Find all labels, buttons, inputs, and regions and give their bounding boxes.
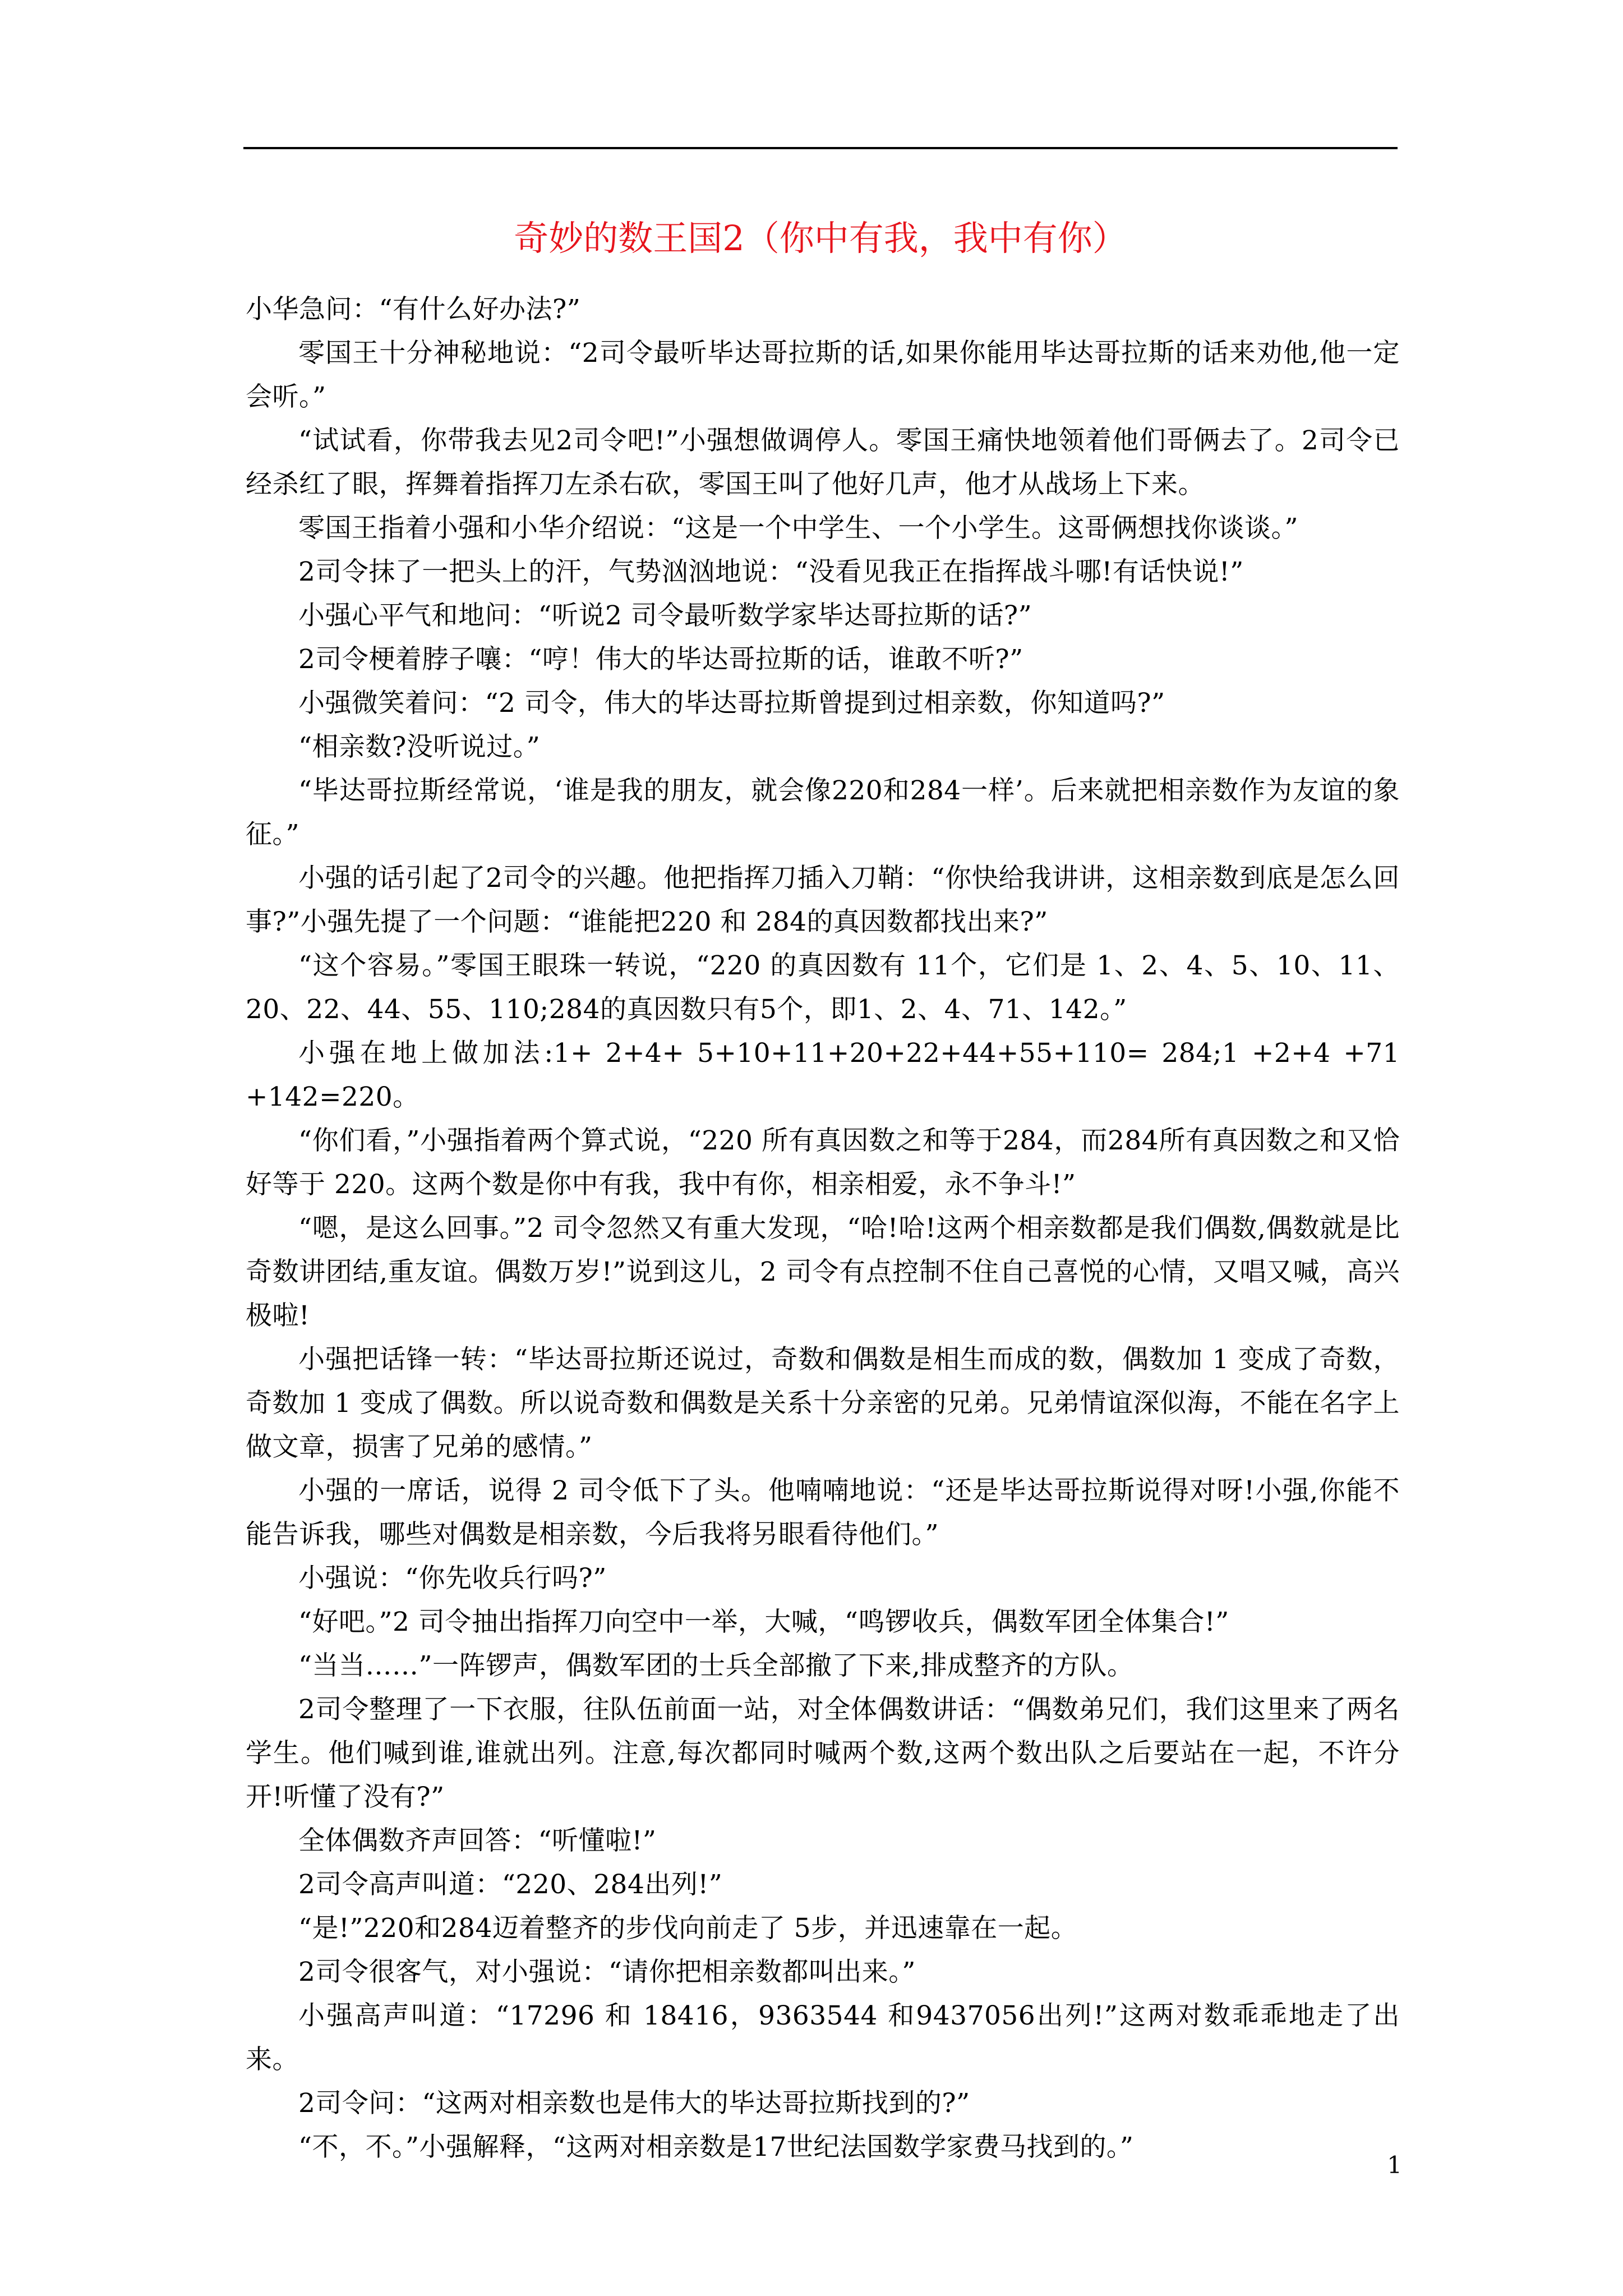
page-title: 奇妙的数王国2（你中有我，我中有你） <box>514 218 1127 259</box>
paragraph: “毕达哥拉斯经常说，‘谁是我的朋友，就会像220和284一样’。后来就把相亲数作为友谊的象征。” <box>246 775 1400 850</box>
paragraph: “相亲数?没听说过。” <box>298 731 541 762</box>
paragraph: “是!”220和284迈着整齐的步伐向前走了 5步，并迅速靠在一起。 <box>298 1913 1078 1944</box>
paragraph: 小强高声叫道：“17296 和 18416，9363544 和9437056出列!”这两对数乖乖地走了出来。 <box>246 2000 1400 2075</box>
paragraph: 2司令整理了一下衣服，往队伍前面一站，对全体偶数讲话：“偶数弟兄们，我们这里来了两名学生。他们喊到谁,谁就出列。注意,每次都同时喊两个数,这两个数出队之后要站在一起，不许分开!听懂了没有?” <box>246 1694 1400 1812</box>
paragraph: “不，不。”小强解释，“这两对相亲数是17世纪法国数学家费马找到的。” <box>298 2132 1134 2162</box>
paragraph: “好吧。”2 司令抽出指挥刀向空中一举，大喊，“鸣锣收兵，偶数军团全体集合!” <box>298 1607 1229 1637</box>
paragraph: “你们看，”小强指着两个算式说，“220 所有真因数之和等于284，而284所有真因数之和又恰好等于 220。这两个数是你中有我，我中有你，相亲相爱，永不争斗!” <box>246 1125 1400 1200</box>
paragraph: 2司令很客气，对小强说：“请你把相亲数都叫出来。” <box>298 1957 916 1987</box>
paragraph: “这个容易。”零国王眼珠一转说，“220 的真因数有 11个，它们是 1、2、4、5、10、11、20、22、44、55、110;284的真因数只有5个，即1、2、4、71、142。” <box>246 950 1400 1025</box>
paragraph: 小华急问：“有什么好办法?” <box>246 294 581 325</box>
document-body <box>246 288 1400 2169</box>
paragraph: 小强的话引起了2司令的兴趣。他把指挥刀插入刀鞘：“你快给我讲讲，这相亲数到底是怎么回事?”小强先提了一个问题：“谁能把220 和 284的真因数都找出来?” <box>246 863 1400 937</box>
paragraph: 全体偶数齐声回答：“听懂啦!” <box>298 1825 657 1856</box>
paragraph: 2司令抹了一把头上的汗，气势汹汹地说：“没看见我正在指挥战斗哪!有话快说!” <box>298 556 1244 587</box>
paragraph: 小强把话锋一转：“毕达哥拉斯还说过，奇数和偶数是相生而成的数，偶数加 1 变成了奇数，奇数加 1 变成了偶数。所以说奇数和偶数是关系十分亲密的兄弟。兄弟情谊深似海，不能在名字上做文章，损害了兄弟的感情。” <box>246 1344 1400 1462</box>
paragraph: 2司令高声叫道：“220、284出列!” <box>298 1869 723 1900</box>
page-number: 1 <box>1387 2151 1402 2179</box>
paragraph: 小强说：“你先收兵行吗?” <box>298 1563 607 1594</box>
paragraph: 小强的一席话，说得 2 司令低下了头。他喃喃地说：“还是毕达哥拉斯说得对呀!小强,你能不能告诉我，哪些对偶数是相亲数，今后我将另眼看待他们。” <box>246 1475 1400 1550</box>
paragraph: “当当……”一阵锣声，偶数军团的士兵全部撤了下来,排成整齐的方队。 <box>298 1650 1134 1681</box>
paragraph: 零国王指着小强和小华介绍说：“这是一个中学生、一个小学生。这哥俩想找你谈谈。” <box>298 513 1299 544</box>
paragraph: 小强在地上做加法:1+ 2+4+ 5+10+11+20+22+44+55+110= 284;1 +2+4 +71 +142=220。 <box>246 1038 1400 1112</box>
paragraph: 小强微笑着问：“2 司令，伟大的毕达哥拉斯曾提到过相亲数，你知道吗?” <box>298 688 1165 719</box>
paragraph: 小强心平气和地问：“听说2 司令最听数学家毕达哥拉斯的话?” <box>298 600 1032 631</box>
header-rule <box>243 147 1398 149</box>
paragraph: 零国王十分神秘地说：“2司令最听毕达哥拉斯的话,如果你能用毕达哥拉斯的话来劝他,他一定会听。” <box>246 338 1400 412</box>
paragraph: “试试看，你带我去见2司令吧!”小强想做调停人。零国王痛快地领着他们哥俩去了。2司令已经杀红了眼，挥舞着指挥刀左杀右砍，零国王叫了他好几声，他才从战场上下来。 <box>246 425 1400 500</box>
paragraph: 2司令梗着脖子嚷：“哼！伟大的毕达哥拉斯的话，谁敢不听?” <box>298 644 1023 675</box>
paragraph: “嗯，是这么回事。”2 司令忽然又有重大发现，“哈!哈!这两个相亲数都是我们偶数,偶数就是比奇数讲团结,重友谊。偶数万岁!”说到这儿，2 司令有点控制不住自己喜悦的心情，又唱又喊，高兴极啦! <box>246 1213 1400 1331</box>
paragraph: 2司令问：“这两对相亲数也是伟大的毕达哥拉斯找到的?” <box>298 2088 970 2119</box>
